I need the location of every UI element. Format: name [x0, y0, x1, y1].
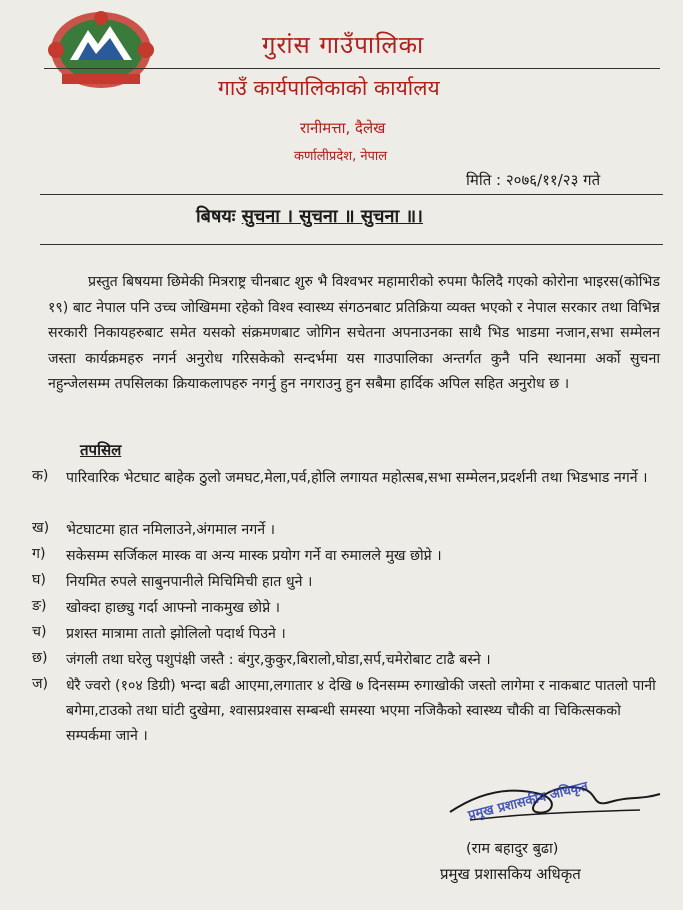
subject-text: सुचना । सुचना ॥ सुचना ॥।: [241, 206, 423, 227]
signer-title: प्रमुख प्रशासकिय अधिकृत: [440, 865, 581, 883]
list-item-label: ङ): [32, 598, 47, 614]
body-paragraph: प्रस्तुत बिषयमा छिमेकी मित्रराष्ट्र चीनबाट शुरु भै विश्वभर महामारीको रुपमा फैलिदै गएको कोरोना भाइरस(कोभिड १९) बाट नेपाल पनि उच्च जोखिममा रहेको विश्व स्वास्थ्य संगठनबाट प्रतिक्रिया व्यक्त भएको र नेपाल सरकार तथा विभिन्न सरकारी निकायहरुबाट समेत यसको संक्रमणबाट जोगिन सचेतना अपनाउनका साथै भिड भाडमा नजान,सभा सम्मेलन जस्ता कार्यक्रमहरु नगर्न अनुरोध गरिसकेको सन्दर्भमा यस गाउपालिका अन्तर्गत कुनै पनि स्थानमा अर्को सुचना नहुन्जेलसम्म तपसिलका क्रियाकलापहरु नगर्नु हुन नगराउनु हुन सबैमा हार्दिक अपिल सहित अनुरोध छ ।: [48, 274, 660, 392]
divider-top: [40, 194, 663, 195]
list-item-label: ग): [32, 546, 46, 562]
nepal-emblem-icon: [40, 4, 162, 94]
official-seal-text: प्रमुख प्रशासकीय अधिकृत: [466, 779, 590, 824]
office-name: गाउँ कार्यपालिकाको कार्यालय: [218, 76, 440, 100]
date-line: मिति : २०७६/११/२३ गते: [466, 171, 601, 189]
office-address: रानीमत्ता, दैलेख: [300, 119, 386, 137]
list-item-label: ज): [32, 676, 49, 692]
list-item-text: प्रशस्त मात्रामा तातो झोलिलो पदार्थ पिउने ।: [66, 626, 286, 642]
list-item-text: जंगली तथा घरेलु पशुपंक्षी जस्तै : बंगुर,कुकुर,बिरालो,घोडा,सर्प,चमेरोबाट टाढै बस्ने ।: [66, 652, 491, 668]
list-item-label: क): [32, 468, 49, 484]
office-province: कर्णालीप्रदेश, नेपाल: [294, 149, 388, 164]
list-item-label: च): [32, 624, 47, 640]
list-item-text: भेटघाटमा हात नमिलाउने,अंगमाल नगर्ने ।: [66, 522, 276, 538]
divider-bottom: [40, 244, 663, 245]
list-item-text: सकेसम्म सर्जिकल मास्क वा अन्य मास्क प्रयोग गर्ने वा रुमालले मुख छोप्ने ।: [66, 548, 442, 564]
list-item-text: नियमित रुपले साबुनपानीले मिचिमिची हात धुने ।: [66, 574, 313, 590]
subject-prefix: बिषयः: [196, 206, 236, 227]
signer-name: (राम बहादुर बुढा): [466, 841, 559, 857]
list-item-label: ख): [32, 520, 50, 536]
list-item-text: पारिवारिक भेटघाट बाहेक ठुलो जमघट,मेला,पर्व,होलि लगायत महोत्सब,सभा सम्मेलन,प्रदर्शनी तथा भिडभाड नगर्ने ।: [66, 470, 648, 486]
list-item-text: खोक्दा हाछ्यु गर्दा आफ्नो नाकमुख छोप्ने ।: [66, 600, 281, 616]
subject-line: [196, 204, 423, 228]
org-name: गुरांस गाउँपालिका: [262, 31, 425, 59]
list-item-text: धेरै ज्वरो (१०४ डिग्री) भन्दा बढी आएमा,लगातार ४ देखि ७ दिनसम्म रुगाखोकी जस्तो लागेमा र नाकबाट पातलो पानी बगेमा,टाउको तथा घांटी दुखेमा, श्वासप्रश्वास सम्बन्धी समस्या भएमा नजिकैको स्वास्थ्य चौकी वा चिकित्सकको सम्पर्कमा जाने ।: [66, 678, 656, 744]
tapasil-heading: तपसिल: [80, 441, 122, 459]
list-item-label: छ): [32, 650, 48, 666]
list-item-label: घ): [32, 572, 46, 588]
letterhead-divider: [44, 68, 660, 69]
